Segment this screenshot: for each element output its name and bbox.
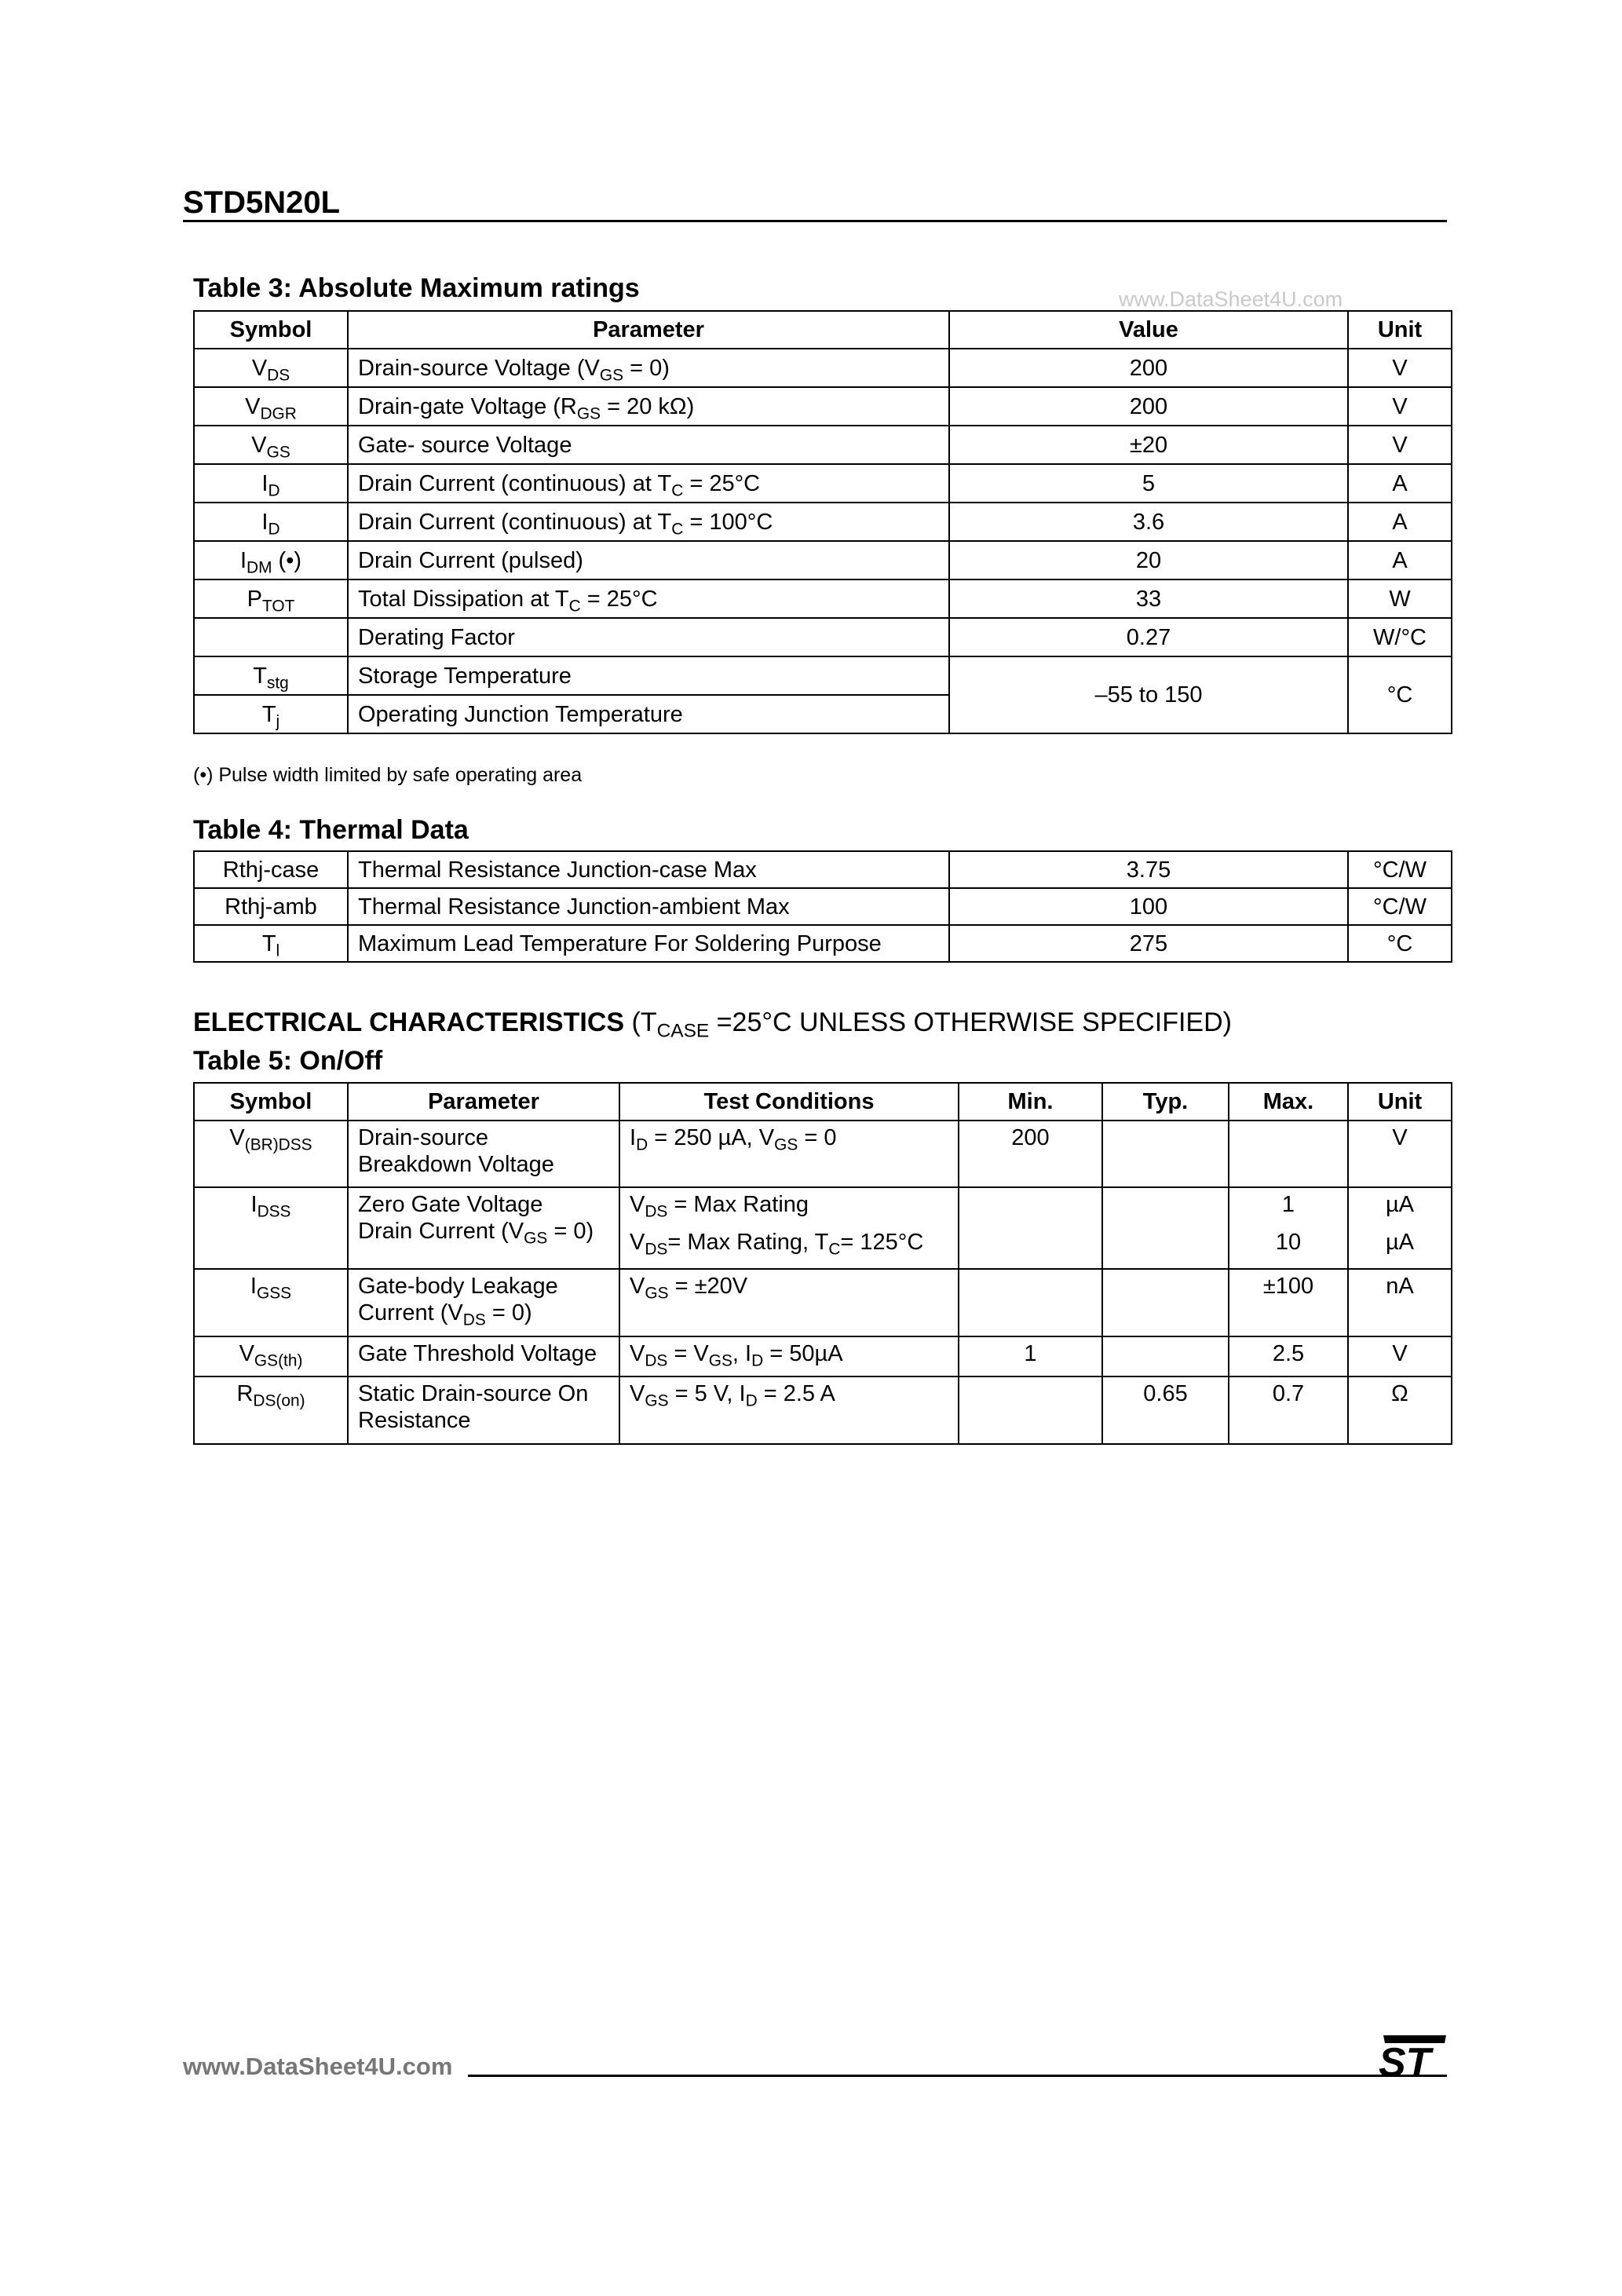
- test-conditions-cell: $V_{GS} = 5$ V, $I_D = 2.5$ A: [619, 1377, 959, 1444]
- symbol-cell: $I_D$: [194, 464, 348, 503]
- electrical-characteristics-heading: ELECTRICAL CHARACTERISTICS ($T_{CASE} =25^\circ C$ UNLESS OTHERWISE SPECIFIED): [193, 1007, 1232, 1042]
- col-header: Parameter: [348, 311, 949, 349]
- footer-rule: [468, 2075, 1447, 2077]
- st-logo-icon: [1374, 2032, 1448, 2083]
- parameter-cell: Zero Gate Voltage Drain Current $(V_{GS} = 0)$: [348, 1187, 619, 1269]
- unit-cell: °C: [1348, 925, 1452, 962]
- min-cell: [959, 1187, 1102, 1269]
- max-cell: ±100: [1229, 1269, 1348, 1336]
- col-header: Unit: [1348, 311, 1452, 349]
- symbol-cell: $T_{stg}$: [194, 656, 348, 695]
- parameter-cell: Derating Factor: [348, 618, 949, 656]
- max-cell: 1 10: [1229, 1187, 1348, 1269]
- table-row: [194, 1269, 1452, 1336]
- min-cell: [959, 1377, 1102, 1444]
- table4-caption: Table 4: Thermal Data: [193, 815, 469, 845]
- table-row: [194, 579, 1452, 618]
- table5-caption: Table 5: On/Off: [193, 1046, 383, 1076]
- symbol-cell: $V_{DGR}$: [194, 387, 348, 426]
- parameter-cell: Gate-body Leakage Current $(V_{DS} = 0)$: [348, 1269, 619, 1336]
- footer-watermark: www.DataSheet4U.com: [183, 2053, 453, 2080]
- unit-cell: A: [1348, 464, 1452, 503]
- unit-cell: V: [1348, 387, 1452, 426]
- value-cell: 20: [949, 541, 1348, 579]
- col-header: Typ.: [1102, 1083, 1229, 1121]
- unit-cell: Ω: [1348, 1377, 1452, 1444]
- col-header: Min.: [959, 1083, 1102, 1121]
- unit-cell: A: [1348, 503, 1452, 541]
- table-row: [194, 426, 1452, 464]
- typ-cell: [1102, 1269, 1229, 1336]
- unit-cell: V: [1348, 1336, 1452, 1377]
- value-cell: 33: [949, 579, 1348, 618]
- col-header: Test Conditions: [619, 1083, 959, 1121]
- value-cell: ±20: [949, 426, 1348, 464]
- col-header: Symbol: [194, 311, 348, 349]
- parameter-cell: Gate Threshold Voltage: [348, 1336, 619, 1377]
- parameter-cell: Drain-source Voltage $(V_{GS} = 0)$: [348, 349, 949, 387]
- test-conditions-cell: $V_{GS} = \pm 20V$: [619, 1269, 959, 1336]
- table-row: [194, 888, 1452, 925]
- unit-cell: V: [1348, 349, 1452, 387]
- watermark-text: www.DataSheet4U.com: [1119, 287, 1343, 311]
- symbol-cell: $P_{TOT}$: [194, 579, 348, 618]
- document-title: STD5N20L: [183, 185, 341, 220]
- table-row: [194, 387, 1452, 426]
- min-cell: 1: [959, 1336, 1102, 1377]
- parameter-cell: Drain-source Breakdown Voltage: [348, 1121, 619, 1187]
- symbol-cell: Rthj-amb: [194, 888, 348, 925]
- table-row: [194, 618, 1452, 656]
- unit-cell: A: [1348, 541, 1452, 579]
- parameter-cell: Drain Current (pulsed): [348, 541, 949, 579]
- table-row: [194, 851, 1452, 888]
- table-row: [194, 1336, 1452, 1377]
- table-row: [194, 1187, 1452, 1269]
- table-row: [194, 656, 1452, 695]
- unit-cell-merged: °C: [1348, 656, 1452, 733]
- typ-cell: [1102, 1336, 1229, 1377]
- symbol-cell: Rthj-case: [194, 851, 348, 888]
- table-row: [194, 349, 1452, 387]
- min-cell: 200: [959, 1121, 1102, 1187]
- symbol-cell: $I_{GSS}$: [194, 1269, 348, 1336]
- unit-cell: °C/W: [1348, 888, 1452, 925]
- table-row: [194, 541, 1452, 579]
- symbol-cell: $I_{DSS}$: [194, 1187, 348, 1269]
- unit-cell: µA µA: [1348, 1187, 1452, 1269]
- min-cell: [959, 1269, 1102, 1336]
- value-cell: 3.75: [949, 851, 1348, 888]
- parameter-cell: Operating Junction Temperature: [348, 695, 949, 733]
- header-rule: [183, 220, 1447, 222]
- typ-cell: 0.65: [1102, 1377, 1229, 1444]
- unit-cell: V: [1348, 1121, 1452, 1187]
- parameter-cell: Thermal Resistance Junction-case Max: [348, 851, 949, 888]
- symbol-cell: $R_{DS(on)}$: [194, 1377, 348, 1444]
- symbol-cell: $V_{DS}$: [194, 349, 348, 387]
- symbol-cell: $V_{GS(th)}$: [194, 1336, 348, 1377]
- table-header-row: [194, 311, 1452, 349]
- value-cell: 100: [949, 888, 1348, 925]
- unit-cell: V: [1348, 426, 1452, 464]
- test-conditions-cell: $V_{DS}$ = Max Rating $V_{DS}=$ Max Rating, $T_C= 125^\circ C$: [619, 1187, 959, 1269]
- max-cell: 2.5: [1229, 1336, 1348, 1377]
- on-off-table: [193, 1082, 1452, 1445]
- symbol-cell: $I_D$: [194, 503, 348, 541]
- value-cell: 3.6: [949, 503, 1348, 541]
- symbol-cell: $T_j$: [194, 695, 348, 733]
- parameter-cell: Static Drain-source On Resistance: [348, 1377, 619, 1444]
- parameter-cell: Maximum Lead Temperature For Soldering Purpose: [348, 925, 949, 962]
- unit-cell: W/°C: [1348, 618, 1452, 656]
- table3-caption: Table 3: Absolute Maximum ratings: [193, 273, 640, 303]
- max-cell: [1229, 1121, 1348, 1187]
- value-cell: 200: [949, 387, 1348, 426]
- table-row: [194, 503, 1452, 541]
- max-cell: 0.7: [1229, 1377, 1348, 1444]
- table-row: [194, 925, 1452, 962]
- col-header: Parameter: [348, 1083, 619, 1121]
- parameter-cell: Thermal Resistance Junction-ambient Max: [348, 888, 949, 925]
- col-header: Max.: [1229, 1083, 1348, 1121]
- parameter-cell: Drain Current (continuous) at $T_C = 25^\circ C$: [348, 464, 949, 503]
- value-cell: 5: [949, 464, 1348, 503]
- value-cell: 0.27: [949, 618, 1348, 656]
- parameter-cell: Gate- source Voltage: [348, 426, 949, 464]
- value-cell: 200: [949, 349, 1348, 387]
- parameter-cell: Storage Temperature: [348, 656, 949, 695]
- test-conditions-cell: $I_D = 250$ µA, $V_{GS} = 0$: [619, 1121, 959, 1187]
- table-header-row: [194, 1083, 1452, 1121]
- unit-cell: W: [1348, 579, 1452, 618]
- svg-text:ST: ST: [1379, 2040, 1431, 2079]
- table-row: [194, 464, 1452, 503]
- col-header: Symbol: [194, 1083, 348, 1121]
- parameter-cell: Drain-gate Voltage ($R_{GS} = 20$ kΩ): [348, 387, 949, 426]
- absolute-max-ratings-table: [193, 310, 1452, 734]
- table3-footnote: (•) Pulse width limited by safe operating area: [193, 764, 583, 786]
- col-header: Value: [949, 311, 1348, 349]
- symbol-cell: $T_l$: [194, 925, 348, 962]
- symbol-cell: $V_{GS}$: [194, 426, 348, 464]
- table-row: [194, 1121, 1452, 1187]
- symbol-cell: [194, 618, 348, 656]
- typ-cell: [1102, 1187, 1229, 1269]
- value-cell-merged: –55 to 150: [949, 656, 1348, 733]
- parameter-cell: Drain Current (continuous) at $T_C = 100^\circ C$: [348, 503, 949, 541]
- col-header: Unit: [1348, 1083, 1452, 1121]
- parameter-cell: Total Dissipation at $T_C = 25^\circ C$: [348, 579, 949, 618]
- test-conditions-cell: $V_{DS} = V_{GS}$, $I_D = 50\mu A$: [619, 1336, 959, 1377]
- typ-cell: [1102, 1121, 1229, 1187]
- unit-cell: °C/W: [1348, 851, 1452, 888]
- symbol-cell: $I_{DM}$ (•): [194, 541, 348, 579]
- thermal-data-table: [193, 850, 1452, 963]
- symbol-cell: $V_{(BR)DSS}$: [194, 1121, 348, 1187]
- table-row: [194, 1377, 1452, 1444]
- unit-cell: nA: [1348, 1269, 1452, 1336]
- value-cell: 275: [949, 925, 1348, 962]
